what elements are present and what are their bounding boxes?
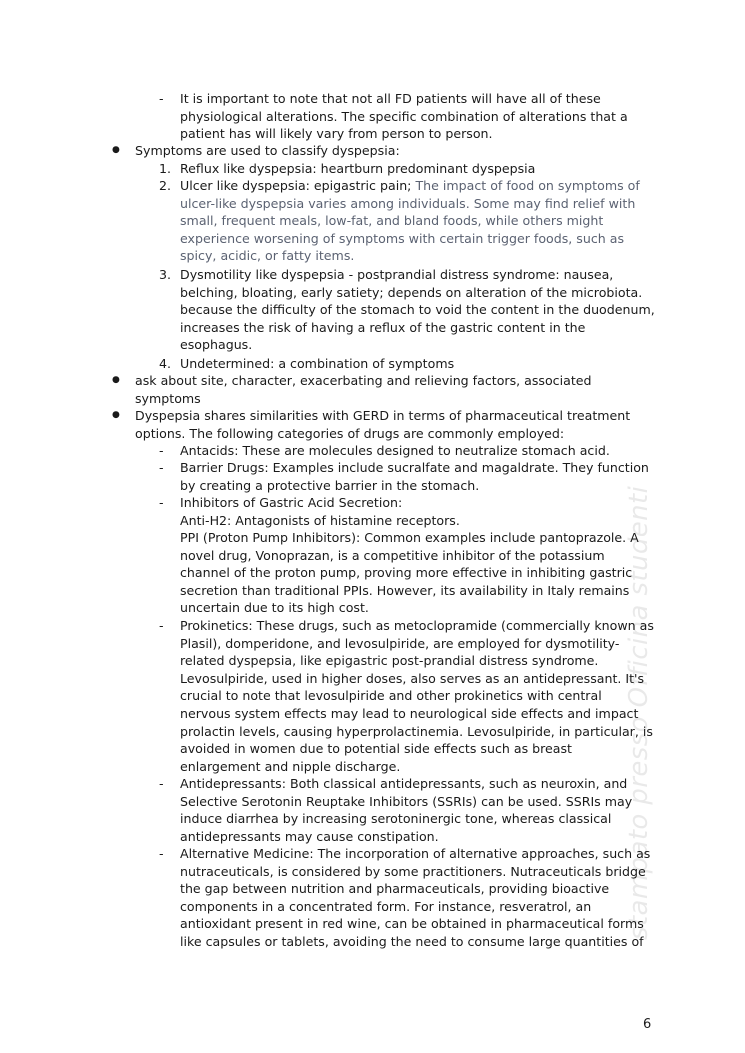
- page-number: 6: [643, 1017, 652, 1032]
- print-watermark: stampato presso Officina studenti: [624, 485, 654, 940]
- ppi-text: PPI (Proton Pump Inhibitors): Common examples include pantoprazole. A novel drug, Vonoprazan, is a competitive inhibitor of the potassium channel of the proton pump, proving more effective in inhibiting gastric secretion than traditional PPIs. However, its availability in Italy remains uncertain due to its high cost.: [180, 530, 639, 616]
- barrier-drugs-item: Barrier Drugs: Examples include sucralfate and magaldrate. They function by creating a protective barrier in the stomach.: [180, 460, 649, 493]
- ulcer-dyspepsia-item: [180, 177, 645, 265]
- number-marker: 2.: [159, 178, 172, 193]
- bullet-marker: ●: [112, 410, 120, 420]
- ask-about-site-text: ask about site, character, exacerbating and relieving factors, associated symptoms: [135, 373, 592, 406]
- ulcer-food-impact-text: The impact of food on symptoms of ulcer-like dyspepsia varies among individuals. Some may find relief with small, frequent meals, low-fat, and bland foods, while others might experience worsening of symptoms with certain trigger foods, such as spicy, acidic, or fatty items.: [180, 178, 640, 264]
- bullet-marker: ●: [112, 145, 120, 155]
- number-marker: 4.: [159, 356, 172, 371]
- reflux-dyspepsia-item: Reflux like dyspepsia: heartburn predominant dyspepsia: [180, 161, 536, 176]
- dash-marker: -: [159, 846, 164, 861]
- dysmotility-dyspepsia-item: Dysmotility like dyspepsia - postprandial distress syndrome: nausea, belching, bloating, early satiety; depends on alteration of the microbiota. because the difficulty of the stomach to void the content in the duodenum, increases the risk of having a reflux of the gastric content in the esophagus.: [180, 267, 655, 353]
- number-marker: 1.: [159, 161, 172, 176]
- symptoms-classify-text: Symptoms are used to classify dyspepsia:: [135, 143, 400, 158]
- dash-marker: -: [159, 495, 164, 510]
- ulcer-dyspepsia-label: Ulcer like dyspepsia: epigastric pain;: [180, 178, 412, 193]
- note-fd-alterations: It is important to note that not all FD patients will have all of these physiological alterations. The specific combination of alterations that a patient has will likely vary from person to person.: [180, 91, 628, 142]
- dash-marker: -: [159, 618, 164, 633]
- antacids-item: Antacids: These are molecules designed to neutralize stomach acid.: [180, 443, 610, 458]
- antidepressants-item: Antidepressants: Both classical antidepressants, such as neuroxin, and Selective Serotonin Reuptake Inhibitors (SSRIs) can be used. SSRIs may induce diarrhea by increasing serotoninergic tone, whereas classical antidepressants may cause constipation.: [180, 776, 633, 844]
- anti-h2-text: Anti-H2: Antagonists of histamine receptors.: [180, 513, 460, 528]
- gerd-similarities-text: Dyspepsia shares similarities with GERD in terms of pharmaceutical treatment options. The following categories of drugs are commonly employed:: [135, 408, 631, 441]
- dash-marker: -: [159, 443, 164, 458]
- dash-marker: -: [159, 776, 164, 791]
- dash-marker: -: [159, 91, 164, 106]
- bullet-marker: ●: [112, 375, 120, 385]
- undetermined-item: Undetermined: a combination of symptoms: [180, 356, 455, 371]
- prokinetics-item: Prokinetics: These drugs, such as metoclopramide (commercially known as Plasil), domperidone, and levosulpiride, are employed for dysmotility-related dyspepsia, like epigastric post-prandial distress syndrome. Levosulpiride, used in higher doses, also serves as an antidepressant. It's crucial to note that levosulpiride and other prokinetics with central nervous system effects may lead to neurological side effects and impact prolactin levels, causing hyperprolactinemia. Levosulpiride, in particular, is avoided in women due to potential side effects such as breast enlargement and nipple discharge.: [180, 618, 654, 774]
- number-marker: 3.: [159, 267, 172, 282]
- alternative-medicine-item: Alternative Medicine: The incorporation of alternative approaches, such as nutraceuticals, is considered by some practitioners. Nutraceuticals bridge the gap between nutrition and pharmaceuticals, providing bioactive components in a concentrated form. For instance, resveratrol, an antioxidant present in red wine, can be obtained in pharmaceutical forms like capsules or tablets, avoiding the need to consume large quantities of: [180, 846, 651, 949]
- acid-inhibitors-heading: Inhibitors of Gastric Acid Secretion:: [180, 495, 403, 510]
- dash-marker: -: [159, 460, 164, 475]
